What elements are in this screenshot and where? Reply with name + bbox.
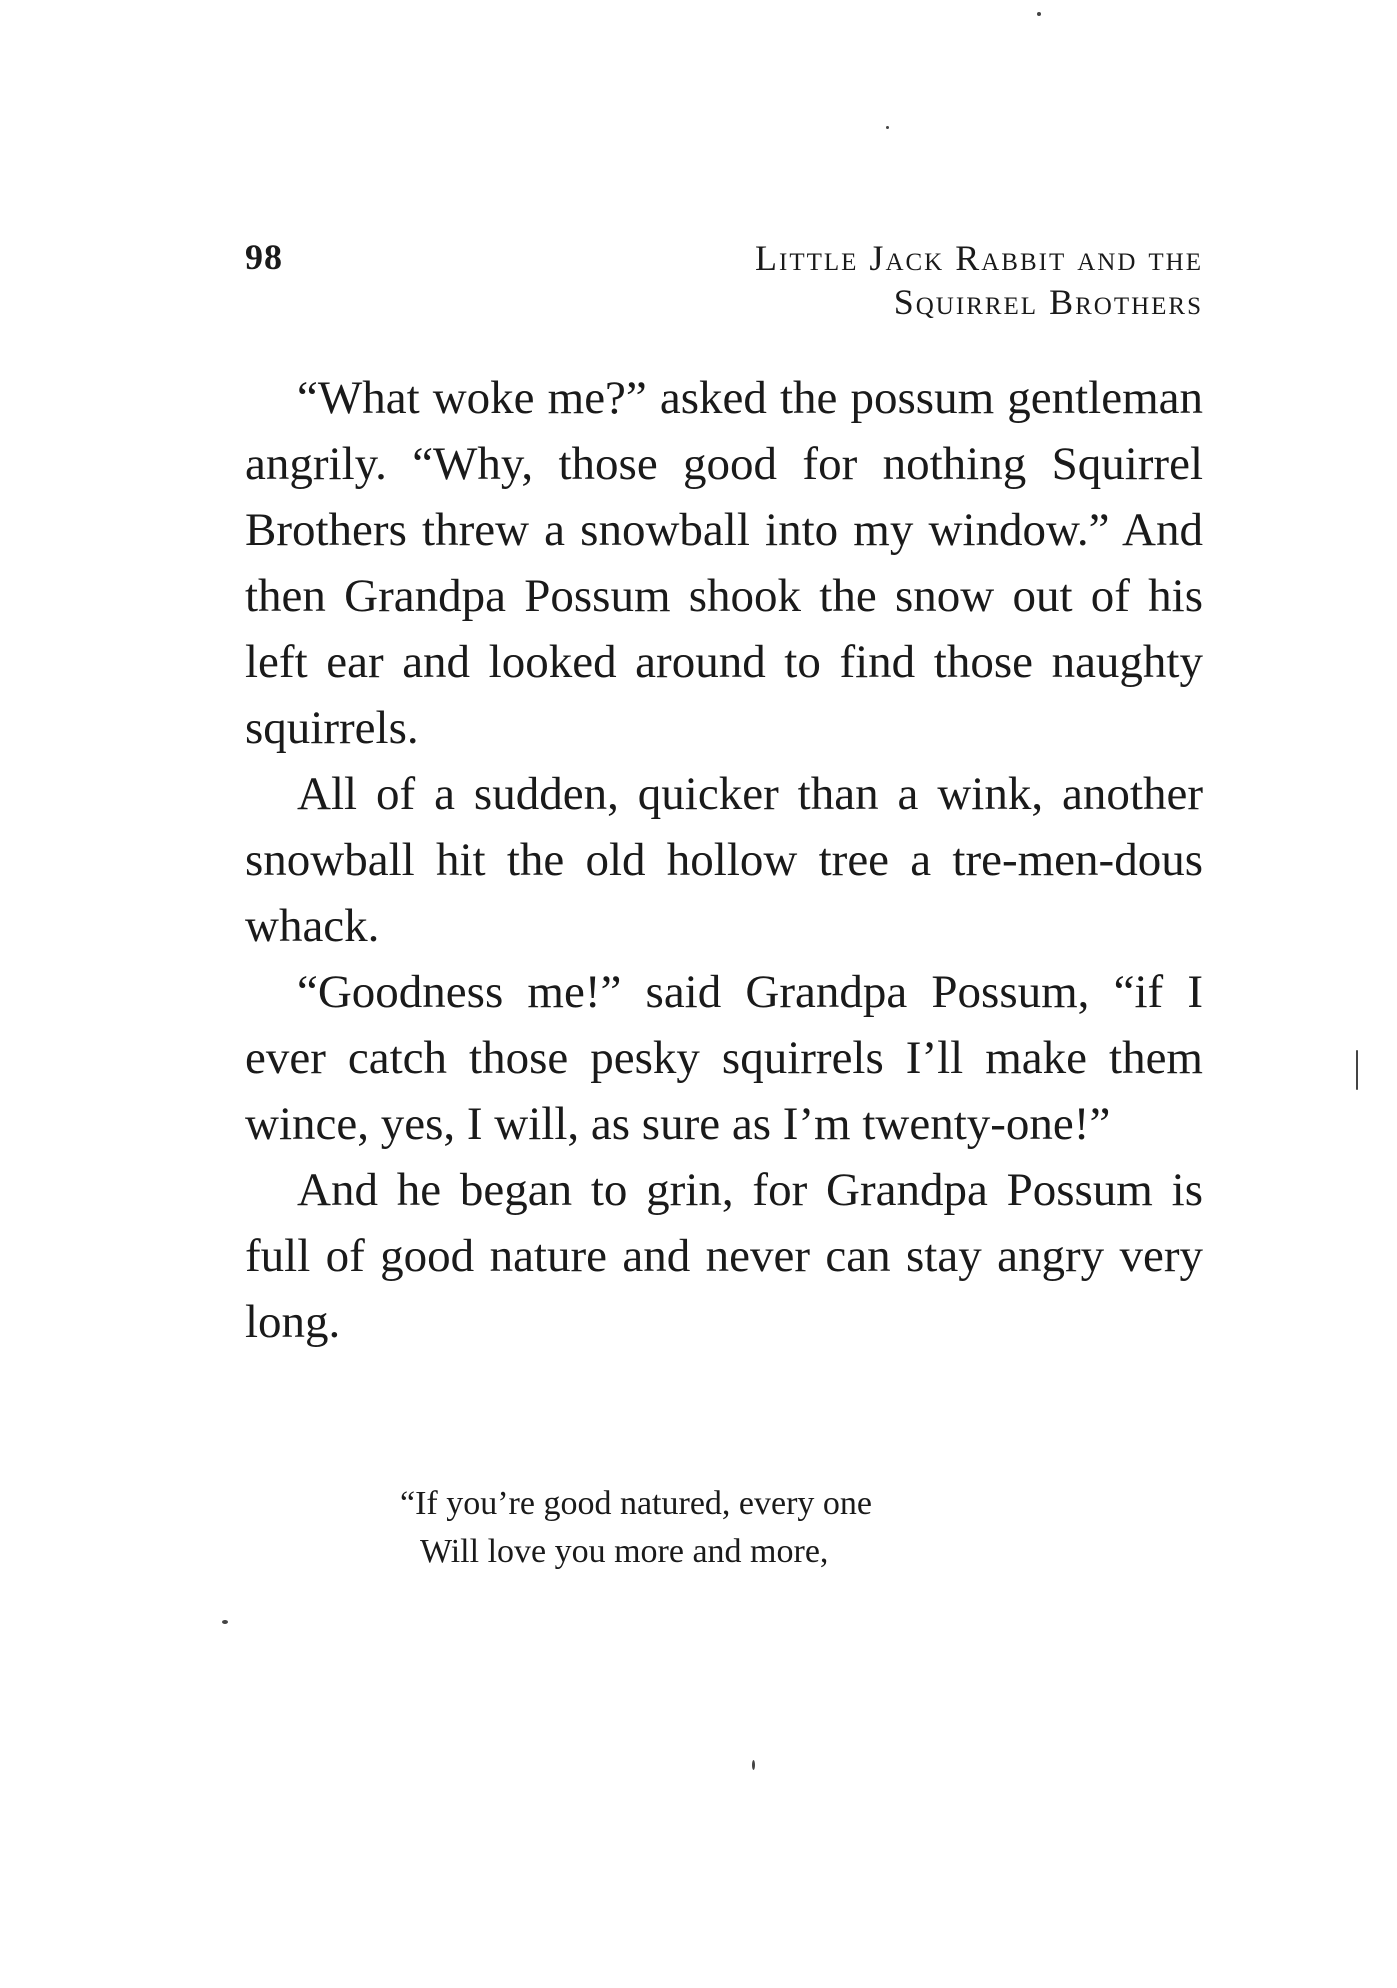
- page-number: 98: [245, 237, 283, 277]
- running-title: [755, 236, 1203, 324]
- paragraph: All of a sudden, quicker than a wink, another snowball hit the old hollow tree a tre-men-dous whack.: [245, 768, 1203, 952]
- running-title-line-1: Little Jack Rabbit and the: [755, 238, 1203, 278]
- paragraph: “What woke me?” asked the possum gentleman angrily. “Why, those good for nothing Squirrel Brothers threw a snowball into my window.” And then Grandpa Possum shook the snow out of his left ear and looked around to find those naughty squirrels.: [245, 372, 1203, 754]
- verse-line-1: “If you’re good natured, every one: [400, 1485, 873, 1522]
- scan-speck: [1356, 1050, 1358, 1090]
- verse-quote: [400, 1480, 872, 1576]
- scan-speck: [886, 126, 889, 129]
- scan-speck: [1037, 12, 1041, 16]
- scan-speck: [222, 1620, 228, 1624]
- paragraph: “Goodness me!” said Grandpa Possum, “if I ever catch those pesky squirrels I’ll make them wince, yes, I will, as sure as I’m twenty-one!”: [245, 966, 1203, 1150]
- running-title-line-2: Squirrel Brothers: [893, 282, 1203, 322]
- verse-line-2: Will love you more and more,: [420, 1533, 829, 1570]
- scan-speck: [752, 1760, 755, 1770]
- body-text: [245, 365, 1203, 1355]
- paragraph: And he began to grin, for Grandpa Possum is full of good nature and never can stay angry very long.: [245, 1164, 1203, 1348]
